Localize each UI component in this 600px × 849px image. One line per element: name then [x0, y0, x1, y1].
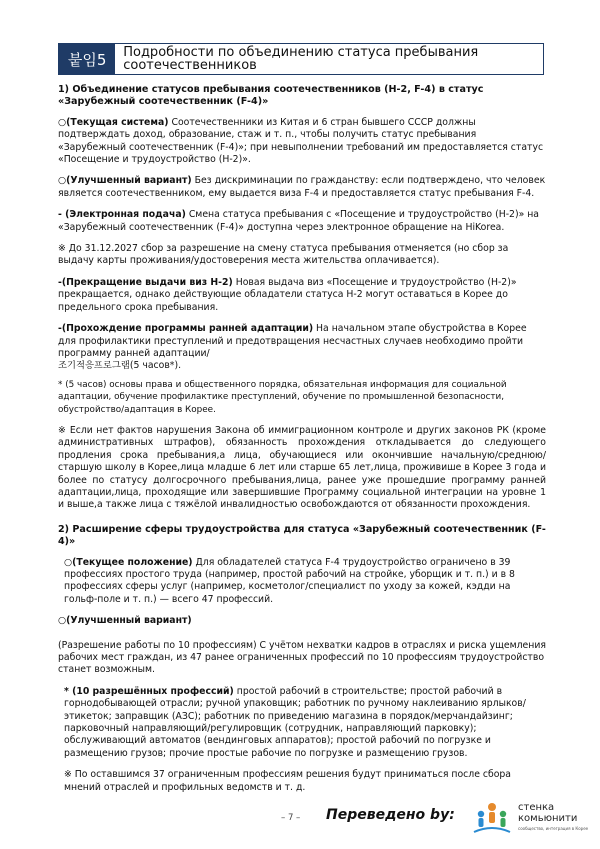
- remaining-professions-note: ※ По оставшимся 37 ограниченным профессиям решения будут приниматься после сбора мнений отраслей и профильных ведомств и т. д.: [64, 769, 511, 793]
- improved-paragraph: ○(Улучшенный вариант) Без дискриминации по гражданству: если подтверждено, что человек является соотечественником, ему выдается виза F-4 и предоставляется статус пребывания F-4.: [58, 175, 546, 199]
- h2-stop-paragraph: -(Прекращение выдачи виз H-2) Новая выдача виз «Посещение и трудоустройство (H-2)» прекращается, однако действующие обладатели статуса H-2 могут оставаться в Корее до предельного срока пребывания.: [58, 276, 517, 313]
- section-1-heading: 1) Объединение статусов пребывания соотечественников (H-2, F-4) в статус «Зарубежный соотечественник (F-4)»: [58, 84, 484, 108]
- current-position-paragraph: ○(Текущее положение) Для обладателей статуса F-4 трудоустройство ограничено в 39 профессиях простого труда (например, простой рабочий на стройке, уборщик и т. п.) и в 8 профессиях сферы услуг (например, косметолог/специалист по уходу за кожей, кэдди на гольф-поле и т. п.) — всего 47 профессий.: [64, 556, 515, 605]
- improved-label: ○(Улучшенный вариант): [58, 615, 192, 627]
- allowed-professions-list: * (10 разрешённых профессий) простой рабочий в строительстве; простой рабочий в горнодобывающей отрасли; ручной упаковщик; работник по ручному наклеиванию ярлыков/этикеток; заправщик (АЗС); работник по приведению магазина в порядок/мерчандайзинг; парковочный направляющий/регулировщик (сотрудник, направляющий парковку); обслуживающий автоматов (вендинговых аппаратов); простой рабочий по погрузке и размещению грузов; прочие простые рабочие по погрузке и размещению грузов.: [64, 685, 526, 759]
- document-body: [58, 84, 546, 803]
- community-logo: стенка комьюнити сообщество, интеграция в Корее: [470, 800, 580, 838]
- footer: [0, 800, 600, 840]
- adaptation-paragraph: -(Прохождение программы ранней адаптации) На начальном этапе обустройства в Корее для профилактики преступлений и предотвращения несчастных случаев необходимо пройти программу ранней адаптации/ 조기적응프로그램(5 часов*).: [58, 323, 527, 372]
- page-title: Подробности по объединению статуса пребывания соотечественников: [123, 45, 479, 73]
- permission-paragraph: (Разрешение работы по 10 профессиям) С учётом нехватки кадров в отраслях и риска ущемления рабочих мест граждан, из 47 ранее ограниченных профессий по 10 профессиям трудоустройство станет возможным.: [58, 639, 546, 676]
- attachment-badge: 붙임5: [59, 44, 115, 74]
- translated-by: Переведено by:: [326, 807, 455, 823]
- footnote: * (5 часов) основы права и общественного порядка, обязательная информация для социальной адаптации, обучение профилактике преступлений, обучение по промышленной безопасности, обустройство/адаптация в Корее.: [58, 379, 507, 415]
- people-icon: [470, 800, 514, 838]
- current-system-paragraph: ○(Текущая система) Соотечественники из Китая и 6 стран бывшего СССР должны подтверждать доход, образование, стаж и т. п., чтобы получить статус пребывания «Зарубежный соотечественник (F-4)»; при невыполнении требований им предоставляется статус «Посещение и трудоустройство (H-2)».: [58, 116, 544, 166]
- page-number: – 7 –: [281, 813, 301, 823]
- online-application-paragraph: - (Электронная подача) Смена статуса пребывания с «Посещение и трудоустройство (H-2)» на «Зарубежный соотечественник (F-4)» доступна через электронное обращение на HiKorea.: [58, 209, 540, 233]
- exemption-note: ※ Если нет фактов нарушения Закона об иммиграционном контроле и других законов РК (кроме административных штрафов), обязанность прохождения откладывается до следующего продления срока пребывания,а лица, обучающиеся или окончившие начальную/среднюю/старшую школу в Корее,лица младше 6 лет или старше 65 лет,лица, проживише в Корее 3 года и более по статусу долгосрочного пребывания,лица, ранее уже прошедшие программу ранней адаптации,лица, проходящие или завершившие Программу социальной интеграции на уровне 1 и выше,а также лица с тяжёлой инвалидностью освобождаются от обязанности прохождения.: [58, 424, 546, 511]
- fee-note: ※ До 31.12.2027 сбор за разрешение на смену статуса пребывания отменяется (но сбор за выдачу карты проживания/удостоверения места жительства оплачивается).: [58, 243, 509, 267]
- section-header: [58, 43, 544, 75]
- section-2-heading: 2) Расширение сферы трудоустройства для статуса «Зарубежный соотечественник (F-4)»: [58, 523, 546, 548]
